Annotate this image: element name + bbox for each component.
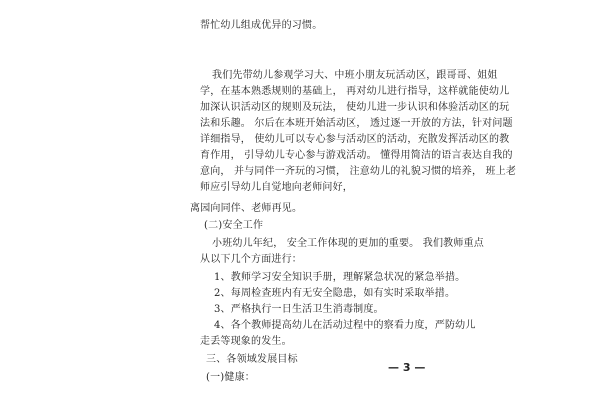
section-heading: (一)健康：	[206, 372, 256, 383]
list-item: 4、各个教师提高幼儿在活动过程中的察看力度，严防幼儿	[214, 320, 476, 331]
text-line: 走丢等现象的发生。	[200, 336, 292, 347]
text-line: 加深认识活动区的规则及玩法， 使幼儿进一步认识和体验活动区的玩	[200, 102, 510, 113]
text-line: 法和乐趣。 尔后在本班开始活动区， 透过逐一开放的方法，针对问题	[200, 118, 513, 129]
text-line: 我们先带幼儿参观学习大、中班小朋友玩活动区，跟哥哥、姐姐	[212, 70, 498, 81]
text-line: 意向， 并与同伴一齐玩的习惯， 注意幼儿的礼貌习惯的培养， 班上老	[200, 166, 517, 177]
section-heading: (二)安全工作	[204, 220, 264, 231]
text-line: 帮忙幼儿组成优异的习惯。	[200, 20, 323, 31]
list-item: 2、每周检查班内有无安全隐患，如有实时采取举措。	[214, 288, 456, 299]
text-line: 离园向同伴、老师再见。	[190, 203, 303, 214]
text-line: 从以下几个方面进行：	[200, 254, 302, 265]
text-line: 详细指导， 使幼儿可以专心参与活动区的活动，充散发挥活动区的教	[200, 134, 510, 145]
list-item: 3、严格执行一日生活卫生消毒制度。	[214, 304, 384, 315]
text-line: 学，在基本熟悉规则的基础上， 再对幼儿进行指导，这样就能使幼儿	[200, 86, 510, 97]
text-line: 育作用， 引导幼儿专心参与游戏活动。 懂得用简洁的语言表达自我的	[200, 150, 513, 161]
list-item: 1、教师学习安全知识手册，理解紧急状况的紧急举措。	[214, 272, 466, 283]
text-line: 小班幼儿年纪， 安全工作体现的更加的重要。 我们教师重点	[212, 238, 484, 249]
section-heading: 三、各领域发展目标	[206, 354, 298, 365]
page-number: — 3 —	[388, 361, 426, 374]
text-line: 师应引导幼儿自觉地向老师问好，	[200, 182, 353, 193]
